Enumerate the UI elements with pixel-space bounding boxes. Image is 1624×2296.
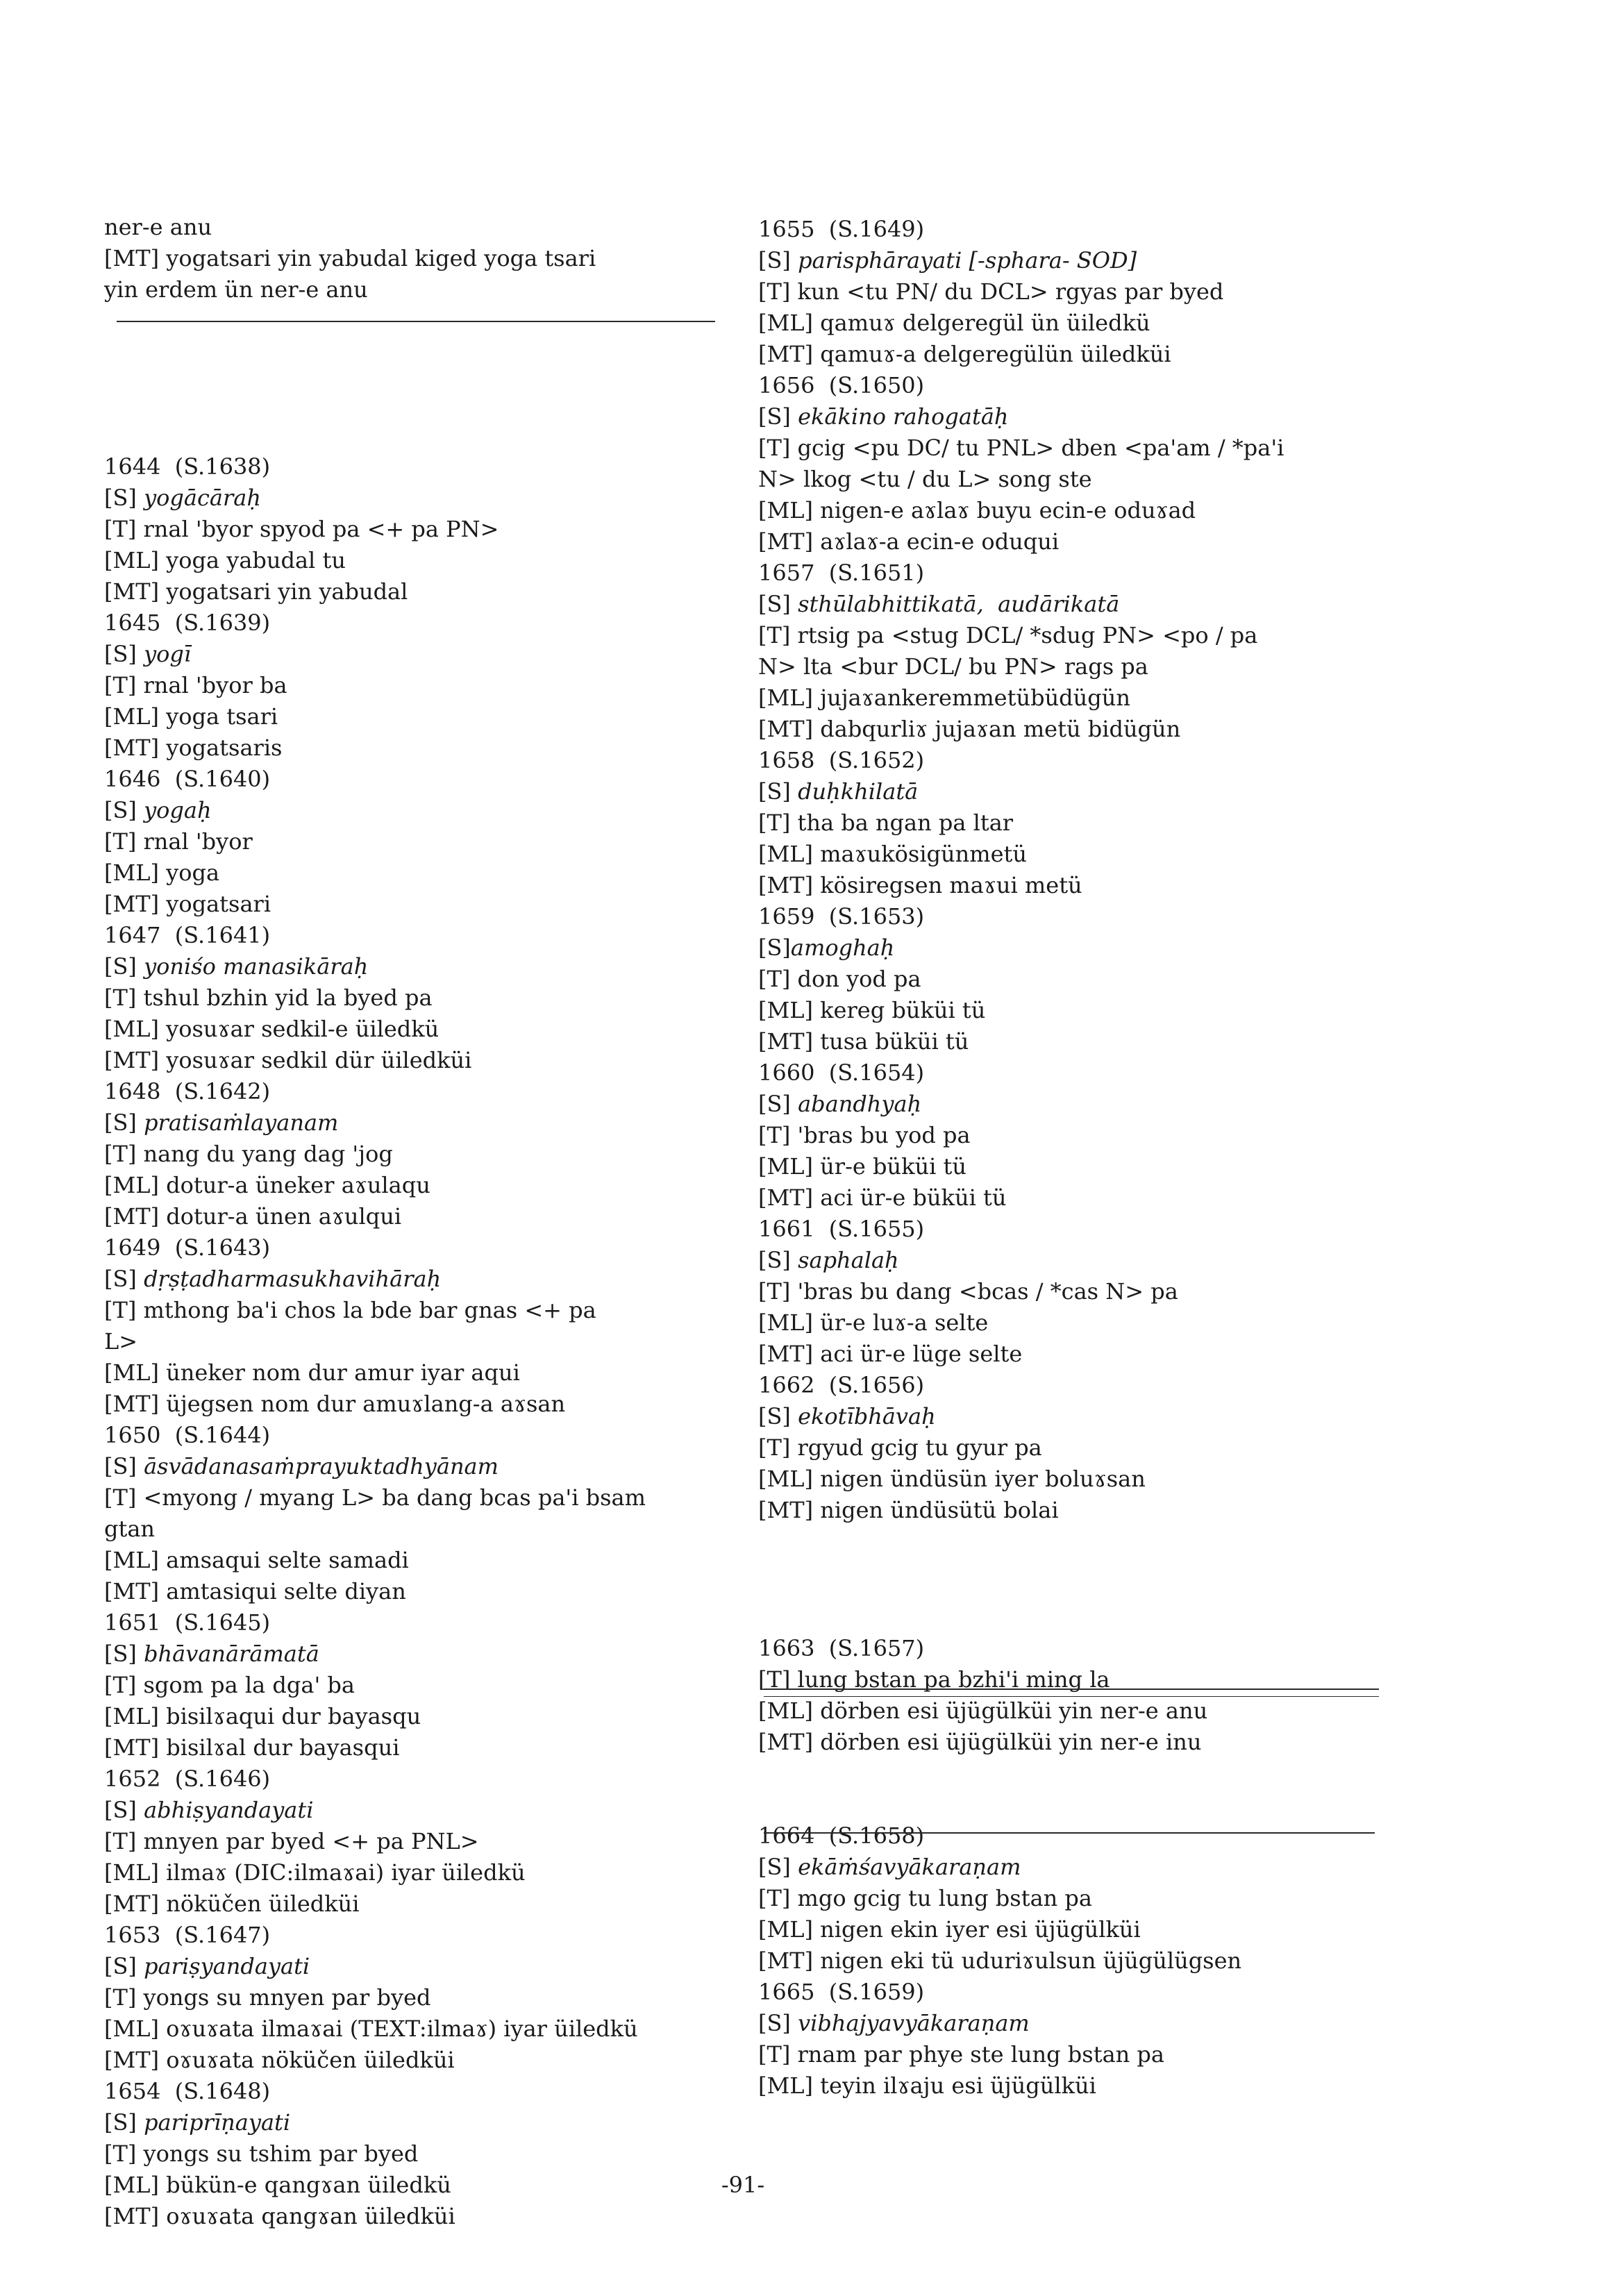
sanskrit-field (104, 1451, 753, 1482)
sanskrit-term: saphalaḥ (798, 1247, 899, 1273)
translation-field: [T] kun <tu PN/ du DCL> rgyas par byed (758, 278, 1224, 305)
translation-field: [MT] nigen eki tü uduriɤulsun üjügülügsen (758, 1947, 1242, 1974)
translation-field: [T] lung bstan pa bzhi'i ming la (758, 1666, 1110, 1693)
field-tag: [S] (104, 2109, 144, 2136)
translation-field: [MT] aci ür-e lüge selte (758, 1341, 1023, 1367)
sanskrit-term: amoghaḥ (790, 935, 895, 961)
sanskrit-field (758, 1089, 1453, 1120)
translation-field: [MT] nöküčen üiledküi (104, 1891, 360, 1917)
entry-number: 1658 (S.1652) (758, 747, 925, 773)
sanskrit-field (758, 245, 1453, 276)
sanskrit-field (758, 932, 1453, 964)
translation-field: [T] <myong / myang L> ba dang bcas pa'i bsam (104, 1484, 646, 1511)
translation-field: [T] yongs su mnyen par byed (104, 1984, 431, 2011)
sanskrit-field (758, 1401, 1453, 1432)
sanskrit-field (104, 483, 753, 514)
translation-field: [MT] aci ür-e büküi tü (758, 1184, 1007, 1211)
sanskrit-field (758, 1245, 1453, 1276)
translation-field: [ML] yoga tsari (104, 703, 278, 730)
entry-number: 1652 (S.1646) (104, 1766, 271, 1792)
translation-field: [ML] oɤuɤata ilmaɤai (TEXT:ilmaɤ) iyar üiledkü (104, 2016, 638, 2042)
sanskrit-term: yogācāraḥ (144, 485, 261, 511)
sanskrit-field (758, 776, 1453, 807)
field-tag: [S] (758, 2010, 798, 2036)
sanskrit-field (104, 1264, 753, 1295)
entry-number: 1665 (S.1659) (758, 1979, 925, 2005)
translation-field: [ML] ür-e luɤ-a selte (758, 1309, 989, 1336)
translation-field: [ML] qamuɤ delgeregül ün üiledkü (758, 310, 1150, 336)
entry-number: 1644 (S.1638) (104, 453, 271, 480)
field-tag: [S] (104, 485, 144, 511)
sanskrit-field (104, 795, 753, 826)
right-column (758, 214, 1453, 2102)
sanskrit-term: abandhyaḥ (798, 1091, 922, 1117)
translation-field: [MT] aɤlaɤ-a ecin-e oduqui (758, 528, 1060, 555)
translation-field: [MT] kösiregsen maɤui metü (758, 872, 1082, 898)
translation-field: [MT] tusa büküi tü (758, 1028, 969, 1055)
translation-field: [MT] nigen ündüsütü bolai (758, 1497, 1059, 1523)
translation-field: [T] tshul bzhin yid la byed pa (104, 984, 433, 1011)
sanskrit-term: ekāṁśavyākaraṇam (798, 1854, 1021, 1880)
translation-field: [MT] dotur-a ünen aɤulqui (104, 1203, 402, 1230)
sanskrit-field (758, 401, 1453, 433)
sanskrit-term: āsvādanasaṁprayuktadhyānam (144, 1453, 499, 1480)
continuation-line: N> lta <bur DCL/ bu PN> rags pa (758, 653, 1148, 680)
left-column (104, 212, 753, 2232)
continuation-line: ner-e anu (104, 214, 212, 240)
entry-number: 1661 (S.1655) (758, 1216, 925, 1242)
section-spacer (758, 1526, 1453, 1623)
sanskrit-term: abhiṣyandayati (144, 1797, 314, 1823)
translation-field: [T] nang du yang dag 'jog (104, 1141, 393, 1167)
translation-field: [T] rnal 'byor ba (104, 672, 287, 698)
translation-field: [MT] oɤuɤata nöküčen üiledküi (104, 2047, 455, 2073)
sanskrit-term: parisphārayati [-sphara- SOD] (798, 247, 1137, 274)
translation-field: [T] rnal 'byor spyod pa <+ pa PN> (104, 516, 499, 542)
sanskrit-field (104, 639, 753, 670)
translation-field: [MT] bisilɤal dur bayasqui (104, 1734, 400, 1761)
entry-number: 1659 (S.1653) (758, 903, 925, 930)
translation-field: [T] mnyen par byed <+ pa PNL> (104, 1828, 479, 1854)
sanskrit-term: duḥkhilatā (798, 778, 919, 805)
translation-field: [T] mthong ba'i chos la bde bar gnas <+ pa (104, 1297, 596, 1323)
translation-field: [ML] nigen ündüsün iyer boluɤsan (758, 1466, 1146, 1492)
section-spacer (758, 1758, 1453, 1820)
field-tag: [S] (104, 1953, 144, 1979)
field-tag: [S] (104, 1453, 144, 1480)
entry-number: 1655 (S.1649) (758, 216, 925, 242)
entry-number: 1653 (S.1647) (104, 1922, 271, 1948)
sanskrit-field (758, 589, 1453, 620)
entry-number: 1654 (S.1648) (104, 2078, 271, 2104)
translation-field: [ML] teyin ilɤaju esi üjügülküi (758, 2072, 1096, 2099)
field-tag: [S] (758, 1091, 798, 1117)
field-tag: [S] (758, 935, 791, 961)
sanskrit-term: ekākino rahogatāḥ (798, 403, 1009, 430)
translation-field: [ML] yosuɤar sedkil-e üiledkü (104, 1016, 440, 1042)
translation-field: [T] mgo gcig tu lung bstan pa (758, 1885, 1092, 1911)
entry-number: 1647 (S.1641) (104, 922, 271, 948)
translation-field: [MT] dörben esi üjügülküi yin ner-e inu (758, 1729, 1202, 1755)
field-tag: [S] (758, 778, 798, 805)
translation-field: [ML] amsaqui selte samadi (104, 1547, 409, 1573)
entry-number: 1651 (S.1645) (104, 1609, 271, 1636)
translation-field: [ML] kereg büküi tü (758, 997, 986, 1023)
translation-field: [T] 'bras bu yod pa (758, 1122, 971, 1148)
entry-number: 1660 (S.1654) (758, 1059, 925, 1086)
translation-field: [ML] dörben esi üjügülküi yin ner-e anu (758, 1698, 1208, 1724)
entry-number: 1657 (S.1651) (758, 560, 925, 586)
entry-number: 1662 (S.1656) (758, 1372, 925, 1398)
entry-number: 1646 (S.1640) (104, 766, 271, 792)
translation-field: [ML] üneker nom dur amur iyar aqui (104, 1359, 520, 1386)
entry-number: 1650 (S.1644) (104, 1422, 271, 1448)
translation-field: [T] don yod pa (758, 966, 921, 992)
field-tag: [S] (758, 1854, 798, 1880)
field-tag: [S] (104, 641, 144, 667)
sanskrit-term: ekotībhāvaḥ (798, 1403, 936, 1430)
sanskrit-term: bhāvanārāmatā (144, 1641, 319, 1667)
translation-field: [ML] ür-e büküi tü (758, 1153, 966, 1180)
entry-number: 1645 (S.1639) (104, 610, 271, 636)
translation-field: [ML] yoga yabudal tu (104, 547, 346, 573)
sanskrit-term: pratisaṁlayanam (144, 1109, 339, 1136)
sanskrit-field (104, 1951, 753, 1982)
section-spacer (104, 305, 753, 451)
field-tag: [S] (104, 953, 144, 980)
sanskrit-field (758, 2008, 1453, 2039)
sanskrit-field (104, 1107, 753, 1139)
sanskrit-field (104, 1639, 753, 1670)
field-tag: [S] (104, 1641, 144, 1667)
translation-field: [MT] oɤuɤata qangɤan üiledküi (104, 2203, 455, 2229)
sanskrit-field (104, 951, 753, 982)
translation-field: [MT] yosuɤar sedkil dür üiledküi (104, 1047, 472, 1073)
sanskrit-field (758, 1852, 1453, 1883)
translation-field: [MT] yogatsari (104, 891, 271, 917)
translation-field: [ML] bükün-e qangɤan üiledkü (104, 2172, 451, 2198)
entry-number: 1648 (S.1642) (104, 1078, 271, 1105)
page-number: -91- (721, 2172, 765, 2198)
translation-field: [ML] jujaɤankeremmetübüdügün (758, 685, 1130, 711)
field-tag: [S] (104, 797, 144, 823)
translation-field: [MT] yogatsari yin yabudal kiged yoga tsari (104, 245, 596, 271)
translation-field: [T] rgyud gcig tu gyur pa (758, 1434, 1042, 1461)
field-tag: [S] (758, 1247, 798, 1273)
translation-field: [MT] yogatsari yin yabudal (104, 578, 408, 605)
sanskrit-term: yoniśo manasikāraḥ (144, 953, 369, 980)
sanskrit-field (104, 1795, 753, 1826)
translation-field: [T] 'bras bu dang <bcas / *cas N> pa (758, 1278, 1178, 1305)
translation-field: [ML] dotur-a üneker aɤulaqu (104, 1172, 430, 1198)
translation-field: [MT] dabqurliɤ jujaɤan metü bidügün (758, 716, 1181, 742)
translation-field: [ML] yoga (104, 860, 220, 886)
entry-number: 1664 (S.1658) (758, 1822, 925, 1849)
sanskrit-term: pariprīṇayati (144, 2109, 291, 2136)
translation-field: [MT] qamuɤ-a delgeregülün üiledküi (758, 341, 1171, 367)
field-tag: [S] (104, 1109, 144, 1136)
field-tag: [S] (758, 247, 798, 274)
translation-field: [T] rtsig pa <stug DCL/ *sdug PN> <po / pa (758, 622, 1258, 648)
section-rule-left (117, 321, 715, 322)
field-tag: [S] (758, 403, 798, 430)
translation-field: [ML] bisilɤaqui dur bayasqu (104, 1703, 421, 1729)
translation-field: [T] rnam par phye ste lung bstan pa (758, 2041, 1164, 2068)
field-tag: [S] (104, 1797, 144, 1823)
section-rule-right (764, 1832, 1375, 1834)
translation-field: [T] yongs su tshim par byed (104, 2140, 419, 2167)
translation-field: [MT] üjegsen nom dur amuɤlang-a aɤsan (104, 1391, 566, 1417)
double-rule-bottom (764, 1696, 1379, 1697)
sanskrit-term: yogaḥ (144, 797, 212, 823)
translation-field: [ML] nigen-e aɤlaɤ buyu ecin-e oduɤad (758, 497, 1196, 523)
continuation-line: gtan (104, 1516, 156, 1542)
entry-number: 1663 (S.1657) (758, 1635, 925, 1661)
sanskrit-term: dṛṣṭadharmasukhavihāraḥ (144, 1266, 442, 1292)
translation-field: [ML] ilmaɤ (DIC:ilmaɤai) iyar üiledkü (104, 1859, 526, 1886)
section-spacer (758, 1623, 1453, 1633)
translation-field: [T] rnal 'byor (104, 828, 253, 855)
translation-field: [T] tha ba ngan pa ltar (758, 810, 1014, 836)
translation-field: [MT] amtasiqui selte diyan (104, 1578, 406, 1604)
sanskrit-term: sthūlabhittikatā, audārikatā (798, 591, 1120, 617)
translation-field: [MT] yogatsaris (104, 735, 283, 761)
translation-field: [T] sgom pa la dga' ba (104, 1672, 355, 1698)
continuation-line: yin erdem ün ner-e anu (104, 276, 368, 303)
continuation-line: L> (104, 1328, 138, 1355)
entry-number: 1649 (S.1643) (104, 1234, 271, 1261)
sanskrit-term: yogī (144, 641, 192, 667)
sanskrit-term: vibhajyavyākaraṇam (798, 2010, 1030, 2036)
entry-number: 1656 (S.1650) (758, 372, 925, 399)
field-tag: [S] (758, 1403, 798, 1430)
translation-field: [T] gcig <pu DC/ tu PNL> dben <pa'am / *pa'i (758, 435, 1284, 461)
sanskrit-field (104, 2107, 753, 2138)
sanskrit-term: pariṣyandayati (144, 1953, 310, 1979)
field-tag: [S] (758, 591, 798, 617)
double-rule-top (764, 1689, 1379, 1690)
field-tag: [S] (104, 1266, 144, 1292)
translation-field: [ML] maɤukösigünmetü (758, 841, 1027, 867)
continuation-line: N> lkog <tu / du L> song ste (758, 466, 1092, 492)
translation-field: [ML] nigen ekin iyer esi üjügülküi (758, 1916, 1141, 1943)
